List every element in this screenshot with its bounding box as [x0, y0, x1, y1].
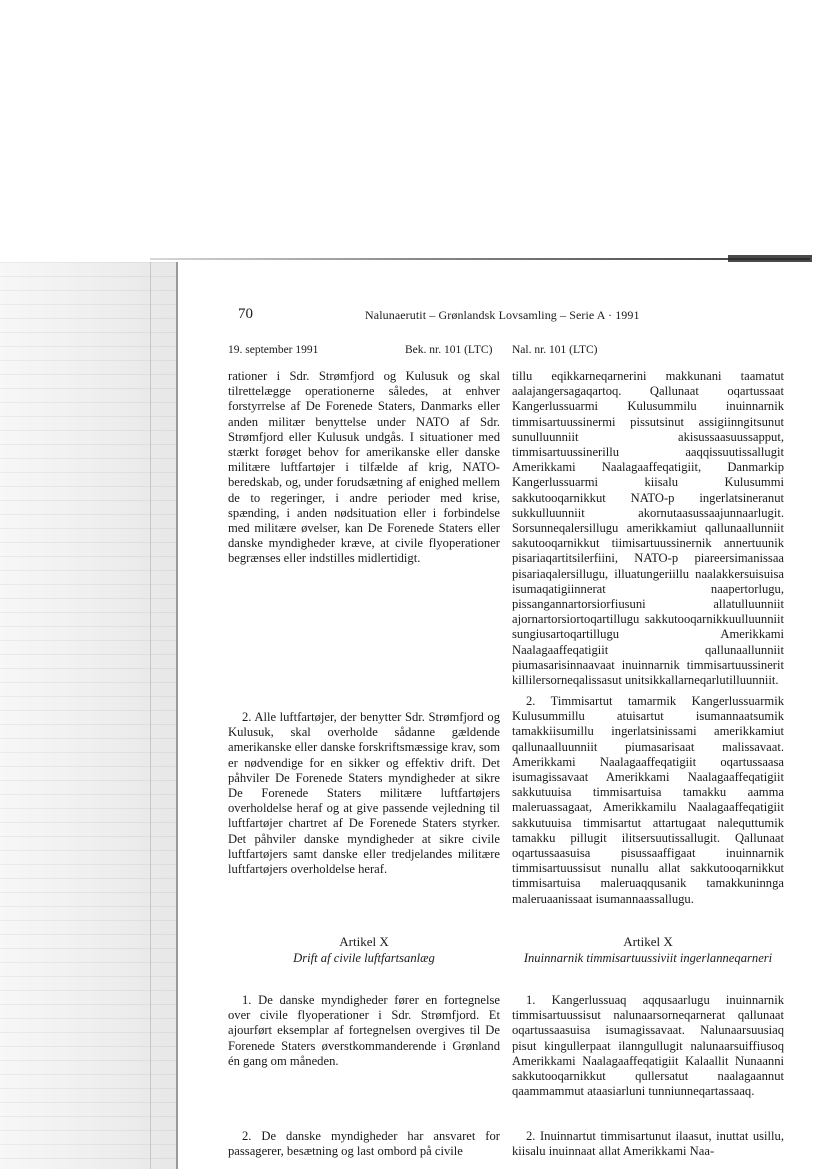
scan-top-edge-mark — [728, 255, 812, 262]
scan-top-edge-line — [150, 258, 810, 260]
article-subtitle: Inuinnarnik timmisartuussiviit ingerlanneqarneri — [523, 951, 773, 966]
paragraph-text: 2. De danske myndigheder har ansvaret for passagerer, besætning og last ombord på civile — [228, 1129, 500, 1159]
danish-article-paragraph-2 — [228, 1129, 500, 1159]
paragraph-text: 2. Timmisartut tamarmik Kangerlussuarmik Kulusummillu atuisartut isumannaatsumik tamakkiisumillu ingerlatsinissami amerikkamiut qallunaalluunniit piumasarisaat malissavaat. Amerikkami Naalagaaffeqatigiit oqartussaasa isumagissavaat Amerikkami Naalagaaffeqatigiit sakkutuuisa timmisartuisa tamakku aamma maleruassagaat, Amerikkamilu Naalagaaffeqatigiit sakkutuuisa timmisartut attartugaat nalequttumik tamakku pillugit ilitsersuutissallugit. Qallunaat oqartussaasuisa pisussaaffigaat inuinnarnik timmisartuussisut nunallu allat sakkutooqarnikkut timmisartuisa maleruaqqusanik tamakkuninnga maleruaanissaat isumannaassallugu. — [512, 694, 784, 906]
page-number: 70 — [238, 306, 253, 322]
greenlandic-article-paragraph-2 — [512, 1129, 784, 1159]
paragraph-text: 2. Alle luftfartøjer, der benytter Sdr. Strømfjord og Kulusuk, skal overholde sådanne gældende amerikanske eller danske forskriftsmæssige krav, som er nødvendige for en sikker og effektiv drift. Det påhviler De Forenede Staters myndigheder at sikre De Forenede Staters militære luftfartøjers overholdelse heraf og at give passende vejledning til luftfartøjer chartret af De Forenede Staters styrker. Det påhviler danske myndigheder at sikre civile luftfartøjers samt danske eller tredjelandes militære luftfartøjers overholdelse heraf. — [228, 710, 500, 877]
danish-paragraph-2 — [228, 710, 500, 877]
greenlandic-article-heading — [512, 934, 784, 966]
paragraph-text: 2. Inuinnartut timmisartunut ilaasut, inuttat usillu, kiisalu inuinnaat allat Amerikkami Naa- — [512, 1129, 784, 1159]
danish-continued-paragraph — [228, 369, 500, 567]
greenlandic-article-paragraph-1 — [512, 993, 784, 1099]
paragraph-text: rationer i Sdr. Strømfjord og Kulusuk og skal tilrettelægge operationerne således, at enhver forstyrrelse af De Forenede Staters, Danmarks eller anden militær benyttelse under NATO af Sdr. Strømfjord eller Kulusuk undgås. I situationer med stærkt forøget behov for amerikanske eller danske militære luftfartøjer i tilfælde af krig, NATO-beredskab, og, under forudsætning af enighed mellem de to regeringer, i andre perioder med krise, spænding, i anden nødsituation eller i forbindelse med militære øvelser, kan De Forenede Staters eller danske myndigheder kræve, at civile flyoperationer begrænses eller indstilles midlertidigt. — [228, 369, 500, 566]
danish-article-paragraph-1 — [228, 993, 500, 1069]
article-subtitle: Drift af civile luftfartsanlæg — [293, 951, 435, 966]
paragraph-text: 1. Kangerlussuaq aqqusaarlugu inuinnarnik timmisartuussisut nalunaarsorneqarnerat qallunaat oqartussaasuisa isumagissavaat. Nalunaarsuusiaq pisut kingullerpaat ilanngullugit nalunaarsuiffiusoq Amerikkami Naalagaaffeqatigiit Kalaallit Nunaanni sakkutooqarnikkut qullersatut naalagaannut qaammammut ataasiarluni tunniunneqartassaaq. — [512, 993, 784, 1099]
scan-binding-shadow — [0, 262, 178, 1169]
greenlandic-continued-paragraph — [512, 369, 784, 688]
danish-reference: Bek. nr. 101 (LTC) — [405, 344, 493, 356]
greenlandic-reference: Nal. nr. 101 (LTC) — [512, 344, 598, 356]
greenlandic-paragraph-2 — [512, 694, 784, 907]
paragraph-text: 1. De danske myndigheder fører en fortegnelse over civile flyoperationer i Sdr. Strømfjord. Et ajourført eksemplar af fortegnelsen overgives til De Forenede Staters øverstkommanderende i Grønland én gang om måneden. — [228, 993, 500, 1068]
danish-article-heading — [228, 934, 500, 966]
scan-binding-edge — [176, 262, 178, 1169]
article-title: Artikel X — [339, 934, 389, 949]
paragraph-text: tillu eqikkarneqarnerini makkunani taamatut aalajangersagaqartoq. Qallunaat oqartussaat Kangerlussuarmi Kulusummilu inuinnarnik timmisartuussinermi pissutsinut assigiinngitsunut sunulluunniit akisussaasuussapput, timmisartuussinerillu aaqqissuutissallugit Amerikkami Naalagaaffeqatigiit, Danmarkip Kangerlussuarmi kiisalu Kulusummi sakkutooqarnikkut NATO-p ingerlatsineranut sukkulluunniit akornutaasussaajunnaarlugit. Sorsunneqalersillugu amerikkamiut qallunaallunniit sakutooqarnikkut tiimisartuussinernik annertuunik pisariaqartitsilerfiini, NATO-p piareersimanissaa pisariaqalersillugu, illuatungeriillu naalakkersuisuisa isumaqatigiinnerat naapertorlugu, pissangannartorsiorfiusuni allatulluunniit ajornartorsiortoqartillugu sakkutooqarnikkuulluunniit sungiusartoqartillugu Amerikkami Naalagaaffeqatigiit qallunaallunniit piumasarisinnaavaat inuinnarnik timmisartuussinerit killilersorneqalissasut unitsikkallarneqarlutilluunniit. — [512, 369, 784, 688]
scan-binding-line — [150, 262, 151, 1169]
date-line: 19. september 1991 — [228, 344, 319, 356]
article-title: Artikel X — [623, 934, 673, 949]
running-title: Nalunaerutit – Grønlandsk Lovsamling – Serie A · 1991 — [365, 308, 640, 322]
